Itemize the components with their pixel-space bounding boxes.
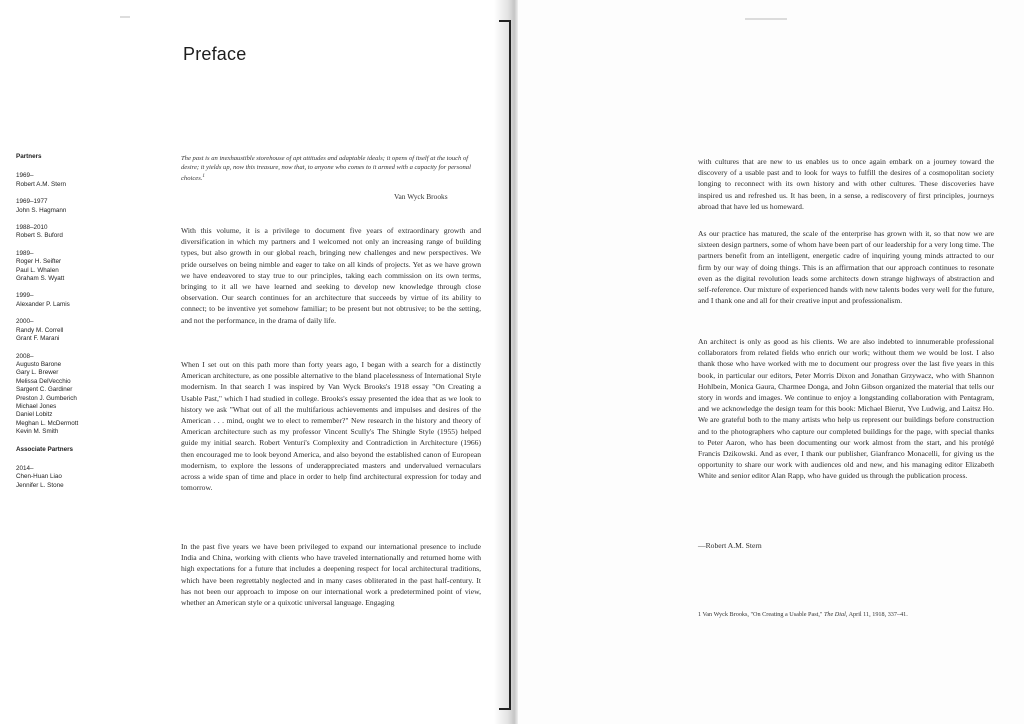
body-paragraph [181, 225, 481, 326]
partners-title: Partners [16, 153, 42, 160]
signature: —Robert A.M. Stern [698, 541, 762, 550]
partner-group [16, 318, 166, 343]
page-title: Preface [183, 44, 247, 64]
partner-years: 1989– [16, 249, 34, 257]
spine-corner [499, 708, 511, 710]
partner-names: Randy M. Correll Grant F. Marani [16, 326, 64, 343]
partner-years: 2000– [16, 318, 34, 326]
paper-speck [745, 18, 787, 20]
paragraph-text: An architect is only as good as his clients. We are also indebted to innumerable professional collaborators from related fields who enrich our work; without them we would be lost. I also thank those who have worked with me to document our progress over the last five years in this book, in particular our editors, Peter Morris Dixon and Jonathan Grzywacz, who with Shannon Hohlbein, Monica Gaura, Charmee Donga, and John Gibson organized the material that tells our story in words and images. We continue to enjoy a longstanding collaboration with Pentagram, and we acknowledge the design team for this book: Michael Bierut, Yve Ludwig, and Laitsz Ho. We are grateful both to the many artists who help us represent our buildings before construction and to the photographers who capture our completed buildings for the page, with special thanks to Peter Aaron, who has been documenting our work almost from the start, and his protégé Francis Dzikowski. And as ever, I thank our publisher, Gianfranco Monacelli, for giving us the opportunity to share our work with audiences old and new, and his managing editor Elizabeth White and senior editor Alan Rapp, who have guided us through the publication process. [698, 337, 994, 481]
partner-group [16, 292, 166, 309]
footnote-author: Van Wyck Brooks, [702, 611, 749, 618]
partner-group [16, 198, 166, 215]
epigraph-attribution: Van Wyck Brooks [394, 192, 448, 201]
epigraph-note-mark: 1 [202, 174, 205, 179]
partner-names: Alexander P. Lamis [16, 300, 70, 308]
partner-names: Augusto Barone Gary L. Brewer Melissa DelVecchio Sargent C. Gardiner Preston J. Gumberich Michael Jones Daniel Lobitz Meghan L. McDermott Kevin M. Smith [16, 360, 79, 436]
partner-years: 2014– [16, 464, 34, 472]
associate-groups [16, 465, 166, 490]
associate-partners-title: Associate Partners [16, 445, 74, 453]
partner-names: Chen-Huan Liao Jennifer L. Stone [16, 473, 64, 489]
partner-groups [16, 172, 166, 436]
footnote [698, 611, 908, 618]
paragraph-text: As our practice has matured, the scale of the enterprise has grown with it, so that now we are sixteen design partners, some of whom have been part of our leadership for a very long time. The partners benefit from an intelligent, energetic cadre of inquiring young minds attracted to our firm by our way of doing things. This is an affirmation that our approach continues to resonate even as the digital revolution leads some architects down strange highways of abstraction and self-reference. Our mixture of experienced hands with new talents bodes very well for the future, and I thank one and all for their creative input and professionalism. [698, 229, 994, 306]
body-paragraph [698, 228, 994, 306]
book-spine [509, 20, 511, 710]
epigraph-text: The past is an inexhaustible storehouse of apt attitudes and adaptable ideals; it opens of itself at the touch of desire; it yields up, now this treasure, now that, to anyone who comes to it armed with a capacity for personal choices. [181, 155, 471, 183]
partner-group [16, 250, 166, 284]
right-page [512, 0, 1024, 724]
footnote-article: "On Creating a Usable Past," [750, 611, 823, 618]
body-paragraph [181, 359, 481, 493]
paper-speck [120, 16, 130, 18]
paragraph-text: In the past five years we have been privileged to expand our international presence to include India and China, working with clients who have traveled internationally and returned home with high expectations for a future that includes a deepening respect for local architectural traditions, which have been regrettably neglected and in many cases obliterated in the past half-century. It has not been our approach to impose on our international work a predetermined point of view, whether an American style or a quixotic universal language. Engaging [181, 542, 481, 608]
body-paragraph [698, 156, 994, 212]
epigraph [181, 154, 481, 183]
body-paragraph [698, 336, 994, 482]
partner-group [16, 172, 166, 189]
body-paragraph [181, 541, 481, 608]
partner-group [16, 353, 166, 437]
spine-corner [499, 20, 511, 22]
book-gutter-shadow [494, 0, 518, 724]
paragraph-text: With this volume, it is a privilege to document five years of extraordinary growth and diversification in which my partners and I welcomed not only an increasing range of building types, but also growth in our global reach, bringing new challenges and new perspectives. We pride ourselves on being nimble and eager to take on all kinds of projects. Yet as we have grown we have endeavored to stay true to our principles, taking each commission on its own terms, bringing to it all we have learned and seeking to develop new knowledge through close observation. Our search continues for an architecture that succeeds by virtue of its ability to connect; to be inventive yet somehow familiar; to be present but not obtrusive; to be the setting, and not the performance, in the drama of daily life. [181, 226, 481, 325]
partner-names: Robert A.M. Stern [16, 180, 67, 188]
partner-group [16, 465, 166, 490]
partner-names: Robert S. Buford [16, 232, 63, 240]
footnote-journal: The Dial, [823, 611, 848, 618]
partner-names: Roger H. Seifter Paul L. Whalen Graham S. Wyatt [16, 258, 65, 283]
partner-years: 2008– [16, 352, 34, 360]
partner-years: 1969–1977 [16, 198, 48, 206]
partner-years: 1969– [16, 172, 34, 180]
partner-years: 1988–2010 [16, 224, 48, 232]
partners-sidebar [16, 153, 166, 499]
paragraph-text: When I set out on this path more than forty years ago, I began with a search for a distinctly American architecture, as one possible alternative to the bland placelessness of International Style modernism. In that search I was inspired by Van Wyck Brooks's 1918 essay "On Creating a Usable Past," which I had studied in college. Brooks's essay presented the idea that as we look to history we ask "What out of all the multifarious achievements and impulses and desires of the American . . . mind, ought we to elect to remember?" New research in the history and theory of American architecture such as my professor Vincent Scully's The Shingle Style (1955) helped guide my initial search. Robert Venturi's Complexity and Contradiction in Architecture (1966) then encouraged me to look beyond America, and also beyond the established canon of European modernism, to explore the lessons of underappreciated masters and undervalued vernaculars across a wide span of time and place in order to help find architectural expression for today and tomorrow. [181, 360, 481, 493]
paragraph-text: with cultures that are new to us enables us to once again embark on a journey toward the discovery of a usable past and to look for ways to fulfill the desires of a cosmopolitan society longing to reconnect with its own history and with other cultures. These discoveries have inspired us and refreshed us. It has been, in a sense, a rediscovery of first principles, journeys abroad that have led us homeward. [698, 157, 994, 211]
left-page [0, 0, 510, 724]
partner-names: John S. Hagmann [16, 206, 67, 214]
footnote-details: April 11, 1918, 337–41. [848, 611, 908, 618]
partner-years: 1999– [16, 292, 34, 300]
footnote-number: 1 [698, 611, 702, 618]
partner-group [16, 224, 166, 241]
